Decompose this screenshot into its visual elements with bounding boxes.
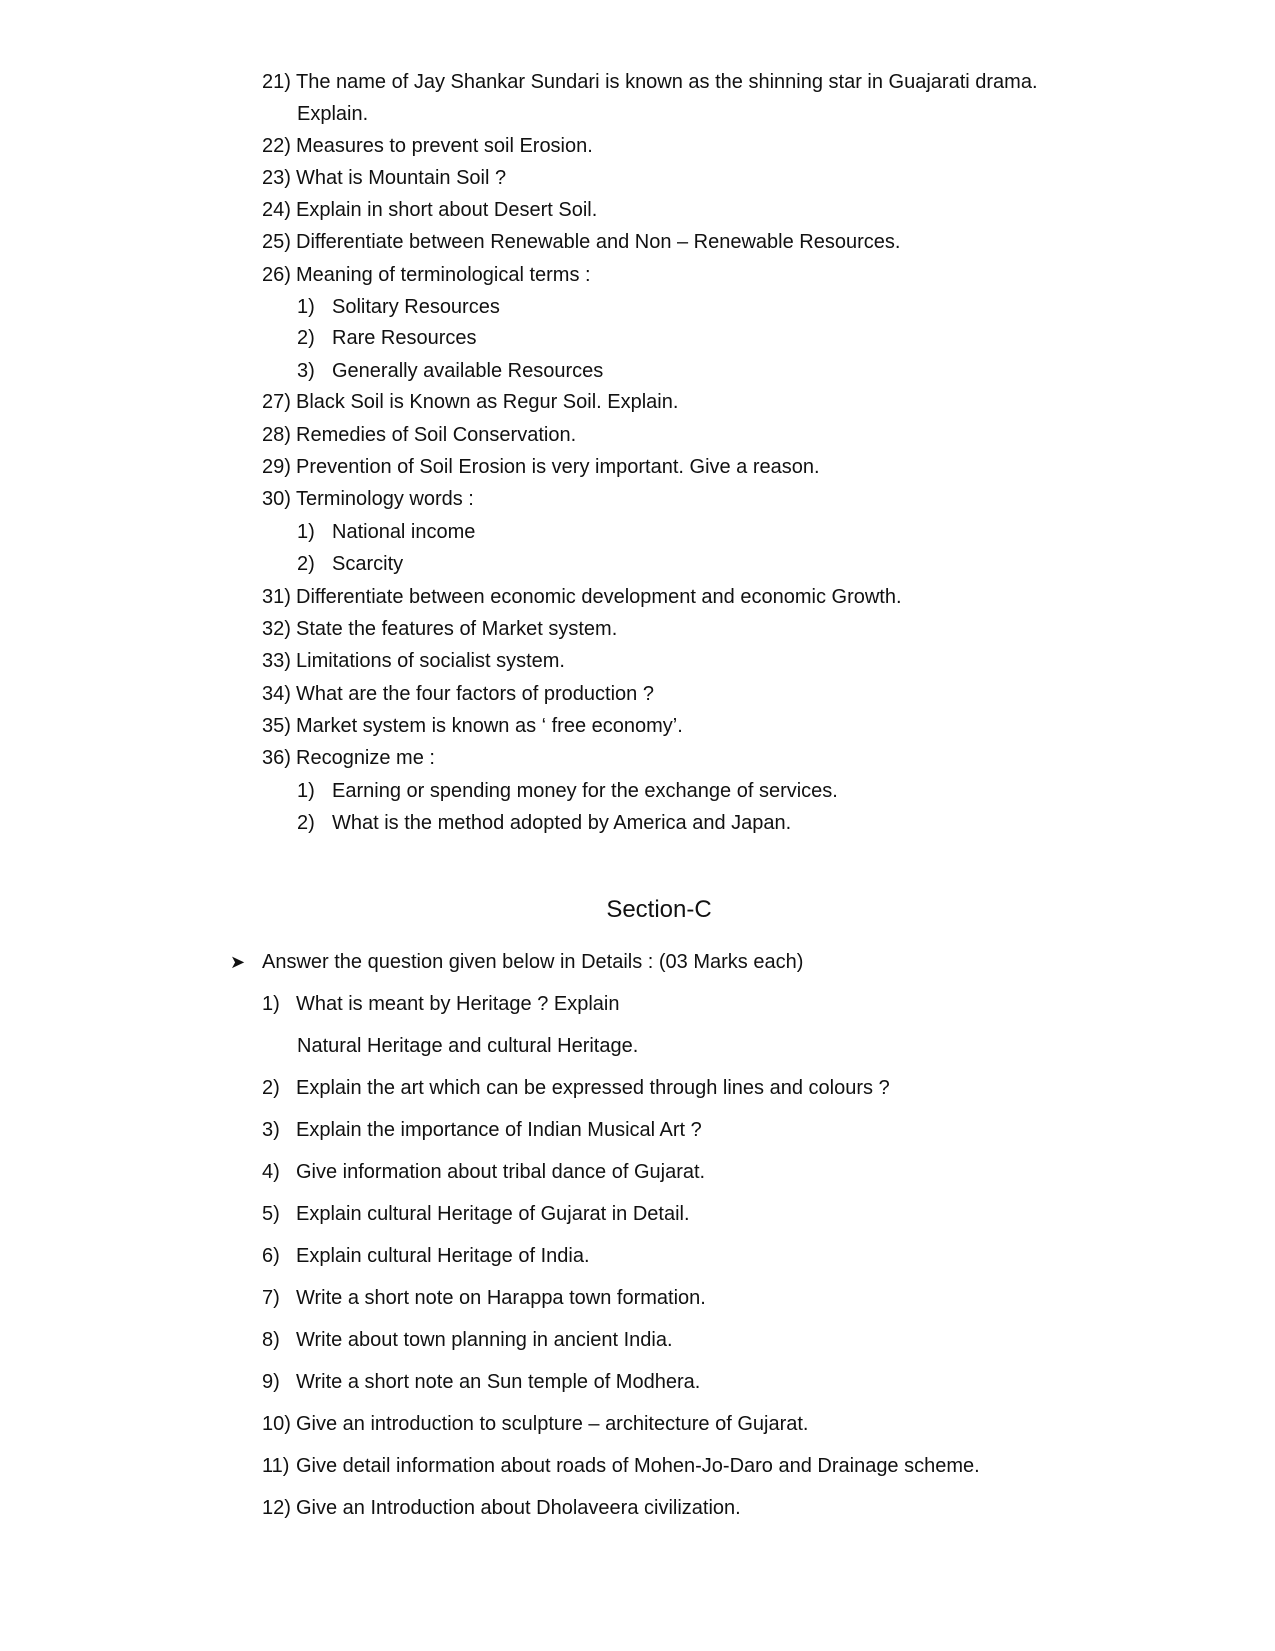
question-33: 33) Limitations of socialist system. [262, 650, 565, 672]
section-c-question-5: 5) Explain cultural Heritage of Gujarat in Detail. [262, 1203, 690, 1225]
section-c-question-2: 2) Explain the art which can be expressed through lines and colours ? [262, 1077, 890, 1099]
section-title: Section-C [606, 896, 712, 923]
question-26: 26) Meaning of terminological terms : [262, 264, 591, 286]
question-26-sub-1: 1) Solitary Resources [297, 296, 500, 318]
question-36: 36) Recognize me : [262, 747, 435, 769]
instruction: ➤ Answer the question given below in Details : (03 Marks each) [230, 951, 804, 973]
question-36-sub-2: 2) What is the method adopted by America and Japan. [297, 812, 792, 834]
question-28: 28) Remedies of Soil Conservation. [262, 424, 577, 446]
question-21: 21) The name of Jay Shankar Sundari is known as the shinning star in Guajarati drama. [262, 71, 1038, 93]
question-26-sub-3: 3) Generally available Resources [297, 360, 604, 382]
section-c-question-6: 6) Explain cultural Heritage of India. [262, 1245, 590, 1267]
question-22: 22) Measures to prevent soil Erosion. [262, 135, 593, 157]
question-30-sub-2: 2) Scarcity [297, 553, 404, 575]
section-c-question-10: 10) Give an introduction to sculpture – architecture of Gujarat. [262, 1413, 809, 1435]
section-c-question-11: 11) Give detail information about roads of Mohen-Jo-Daro and Drainage scheme. [262, 1455, 980, 1477]
question-27: 27) Black Soil is Known as Regur Soil. Explain. [262, 391, 679, 413]
question-26-sub-2: 2) Rare Resources [297, 327, 477, 349]
section-c-question-7: 7) Write a short note on Harappa town formation. [262, 1287, 706, 1309]
question-35: 35) Market system is known as ‘ free economy’. [262, 715, 683, 737]
question-31: 31) Differentiate between economic development and economic Growth. [262, 586, 902, 608]
section-c-question-4: 4) Give information about tribal dance of Gujarat. [262, 1161, 706, 1183]
section-c-question-1: 1) What is meant by Heritage ? Explain [262, 993, 620, 1015]
question-30-sub-1: 1) National income [297, 521, 476, 543]
question-32: 32) State the features of Market system. [262, 618, 618, 640]
question-36-sub-1: 1) Earning or spending money for the exchange of services. [297, 780, 838, 802]
section-c-question-9: 9) Write a short note an Sun temple of Modhera. [262, 1371, 701, 1393]
section-c-question-3: 3) Explain the importance of Indian Musical Art ? [262, 1119, 702, 1141]
question-23: 23) What is Mountain Soil ? [262, 167, 507, 189]
question-24: 24) Explain in short about Desert Soil. [262, 199, 598, 221]
arrow-bullet-icon: ➤ [230, 952, 246, 972]
section-c-question-8: 8) Write about town planning in ancient India. [262, 1329, 673, 1351]
question-25: 25) Differentiate between Renewable and Non – Renewable Resources. [262, 231, 901, 253]
question-34: 34) What are the four factors of production ? [262, 683, 654, 705]
section-c-question-12: 12) Give an Introduction about Dholaveera civilization. [262, 1497, 741, 1519]
section-c-question-1-continuation: Natural Heritage and cultural Heritage. [297, 1035, 639, 1057]
question-30: 30) Terminology words : [262, 488, 474, 510]
question-21-continuation: Explain. [297, 103, 369, 125]
question-29: 29) Prevention of Soil Erosion is very important. Give a reason. [262, 456, 820, 478]
